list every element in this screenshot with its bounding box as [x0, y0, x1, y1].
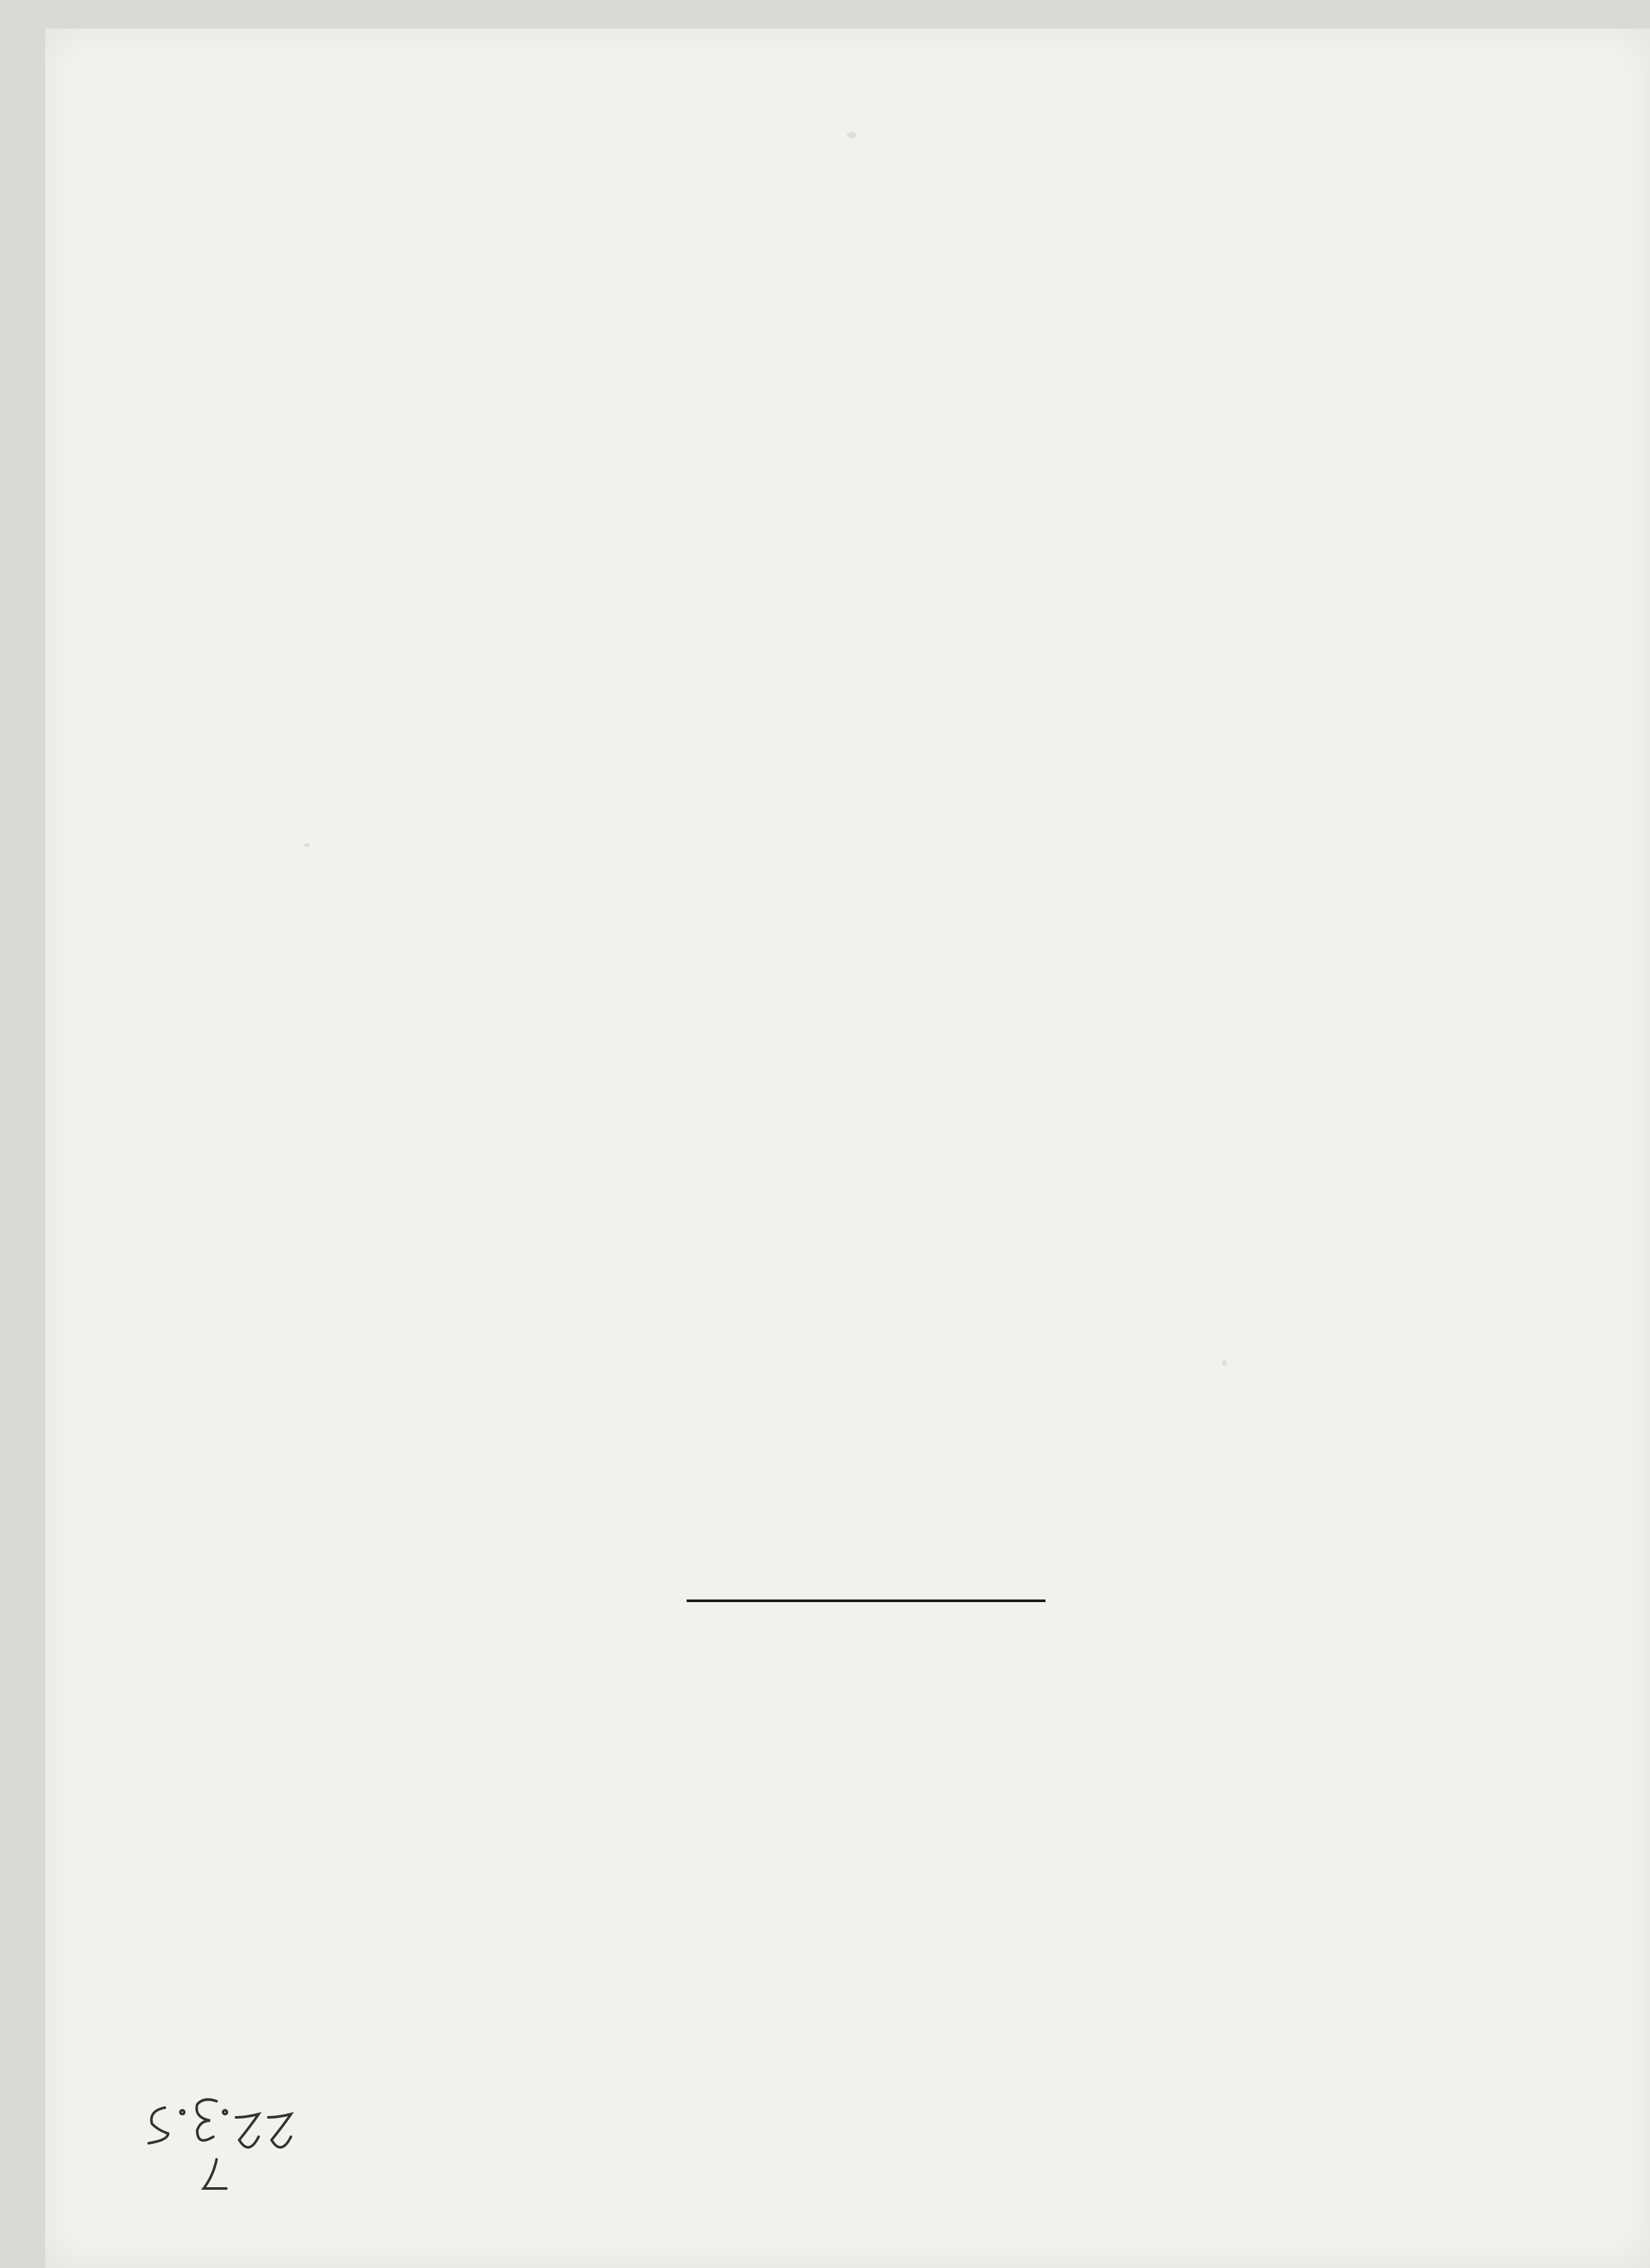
- handwritten-note: [110, 2091, 304, 2208]
- heading-underline: [687, 1599, 1045, 1602]
